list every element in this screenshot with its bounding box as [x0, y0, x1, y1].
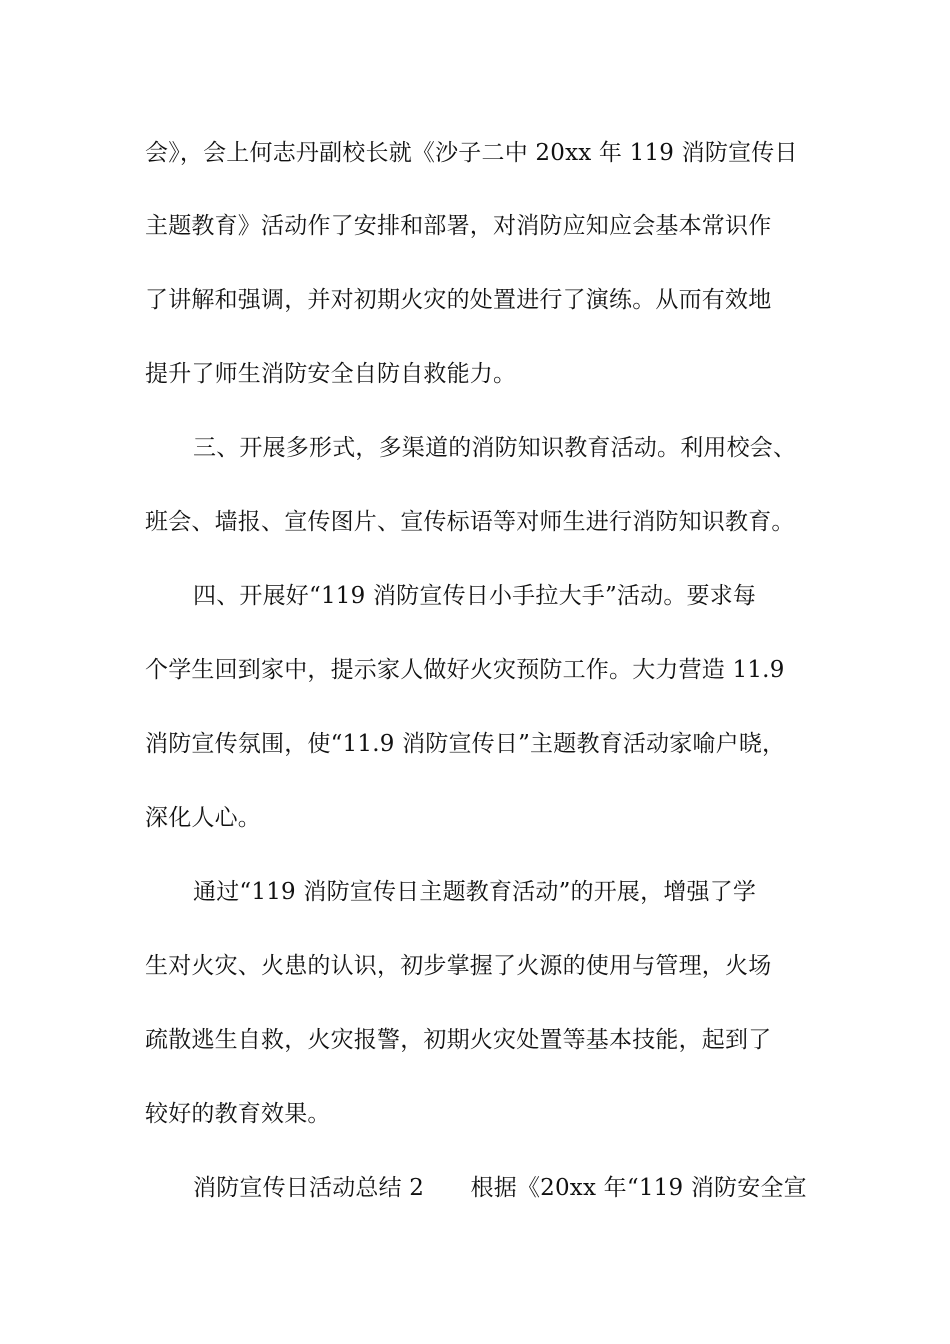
paragraph-line: 三、开展多形式，多渠道的消防知识教育活动。利用校会、 [193, 435, 797, 461]
paragraph-line: 班会、墙报、宣传图片、宣传标语等对师生进行消防知识教育。 [145, 509, 795, 535]
paragraph-line: 会》，会上何志丹副校长就《沙子二中 20xx 年 119 消防宣传日 [145, 140, 798, 166]
paragraph-line: 提升了师生消防安全自防自救能力。 [145, 361, 517, 387]
paragraph-line: 深化人心。 [145, 805, 261, 831]
paragraph-line: 生对火灾、火患的认识，初步掌握了火源的使用与管理，火场 [145, 953, 772, 979]
paragraph-line: 主题教育》活动作了安排和部署，对消防应知应会基本常识作 [145, 213, 772, 239]
paragraph-line: 个学生回到家中，提示家人做好火灾预防工作。大力营造 11.9 [145, 657, 785, 683]
paragraph-line: 了讲解和强调，并对初期火灾的处置进行了演练。从而有效地 [145, 287, 772, 313]
section-heading-line: 消防宣传日活动总结 2 根据《20xx 年“119 消防安全宣 [193, 1175, 807, 1201]
paragraph-line: 疏散逃生自救，火灾报警，初期火灾处置等基本技能，起到了 [145, 1027, 772, 1053]
paragraph-line: 四、开展好“119 消防宣传日小手拉大手”活动。要求每 [193, 583, 757, 609]
paragraph-line: 消防宣传氛围，使“11.9 消防宣传日”主题教育活动家喻户晓， [145, 731, 786, 757]
paragraph-line: 较好的教育效果。 [145, 1101, 331, 1127]
paragraph-line: 通过“119 消防宣传日主题教育活动”的开展，增强了学 [193, 879, 757, 905]
